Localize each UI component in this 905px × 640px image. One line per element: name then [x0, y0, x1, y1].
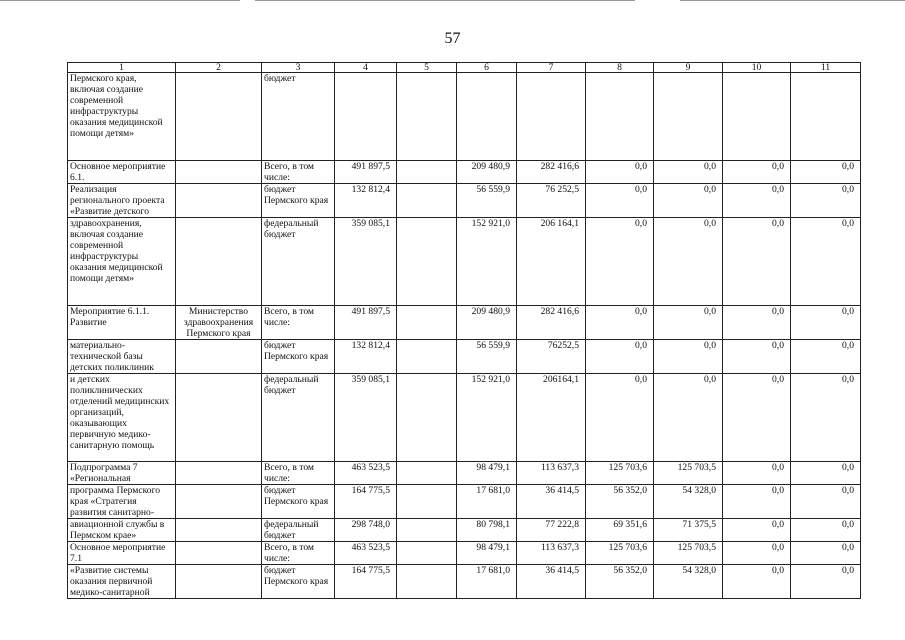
table-cell: 282 416,6	[517, 161, 586, 184]
table-cell: 0,0	[654, 340, 723, 374]
table-row	[68, 161, 861, 184]
table-cell: 0,0	[791, 542, 861, 565]
table-cell: 0,0	[791, 519, 861, 542]
table-cell: 0,0	[791, 565, 861, 599]
table-cell: 0,0	[723, 542, 791, 565]
table-cell: 0,0	[586, 184, 654, 218]
table-cell	[176, 161, 262, 184]
page-number: 57	[444, 30, 461, 47]
table-cell: 0,0	[723, 218, 791, 306]
table-cell	[397, 218, 457, 306]
table-cell: здравоохранения, включая создание современной инфраструктуры оказания медицинской помощи детям»	[68, 218, 176, 306]
table-cell: 0,0	[723, 161, 791, 184]
table-cell: 0,0	[723, 374, 791, 462]
table-cell: 0,0	[723, 485, 791, 519]
table-cell	[176, 462, 262, 485]
col-header: 11	[791, 63, 861, 73]
table-cell: 125 703,6	[586, 462, 654, 485]
table-cell: 132 812,4	[335, 184, 397, 218]
table-cell: 0,0	[586, 161, 654, 184]
table-cell	[176, 374, 262, 462]
table-cell: 125 703,5	[654, 462, 723, 485]
header-row	[68, 63, 861, 73]
table-cell	[397, 161, 457, 184]
table-cell: Министерство здравоохранения Пермского края	[176, 306, 262, 340]
table-cell	[397, 184, 457, 218]
table-cell: 54 328,0	[654, 565, 723, 599]
table-cell: 17 681,0	[457, 485, 517, 519]
col-header: 4	[335, 63, 397, 73]
table-cell: Всего, в том числе:	[262, 462, 335, 485]
table-cell: программа Пермского края «Стратегия развития санитарно-	[68, 485, 176, 519]
table-cell: 491 897,5	[335, 161, 397, 184]
table-cell: 0,0	[791, 462, 861, 485]
table-cell: 76 252,5	[517, 184, 586, 218]
col-header: 6	[457, 63, 517, 73]
table-cell: 0,0	[791, 340, 861, 374]
table-cell	[176, 485, 262, 519]
table-cell: 0,0	[723, 184, 791, 218]
table-cell: 56 559,9	[457, 340, 517, 374]
table-cell: 36 414,5	[517, 485, 586, 519]
table-cell: Основное мероприятие 6.1.	[68, 161, 176, 184]
table-cell: федеральный бюджет	[262, 519, 335, 542]
table-cell: 0,0	[586, 340, 654, 374]
table-cell	[335, 73, 397, 161]
table-row	[68, 73, 861, 161]
table-cell	[397, 485, 457, 519]
table-cell: материально-технической базы детских поликлиник	[68, 340, 176, 374]
table-cell	[176, 340, 262, 374]
table-cell	[457, 73, 517, 161]
table-cell	[397, 306, 457, 340]
table-cell: бюджет Пермского края	[262, 565, 335, 599]
table-cell: 164 775,5	[335, 565, 397, 599]
table-cell: 0,0	[586, 374, 654, 462]
table-cell: 0,0	[791, 485, 861, 519]
table-row	[68, 519, 861, 542]
top-rule-right	[680, 0, 905, 1]
table-cell	[397, 340, 457, 374]
table-row	[68, 306, 861, 340]
table-cell: 125 703,6	[586, 542, 654, 565]
top-rule-left	[0, 0, 240, 1]
table-row	[68, 184, 861, 218]
table-cell: 282 416,6	[517, 306, 586, 340]
table-cell	[397, 374, 457, 462]
table-cell: 164 775,5	[335, 485, 397, 519]
table-row	[68, 340, 861, 374]
table-cell: 0,0	[654, 374, 723, 462]
table-cell: Основное мероприятие 7.1	[68, 542, 176, 565]
table-cell	[176, 542, 262, 565]
table-cell: бюджет Пермского края	[262, 184, 335, 218]
table-cell: Всего, в том числе:	[262, 542, 335, 565]
table-row	[68, 218, 861, 306]
table-cell: 152 921,0	[457, 374, 517, 462]
table-cell: 0,0	[791, 218, 861, 306]
table-cell: и детских поликлинических отделений медицинских организаций, оказывающих первичную медико-санитарную помощь	[68, 374, 176, 462]
col-header: 8	[586, 63, 654, 73]
table-cell: 0,0	[654, 184, 723, 218]
col-header: 3	[262, 63, 335, 73]
table-cell: 463 523,5	[335, 542, 397, 565]
col-header: 1	[68, 63, 176, 73]
table-cell: 463 523,5	[335, 462, 397, 485]
table-body	[68, 73, 861, 599]
table-cell: Всего, в том числе:	[262, 306, 335, 340]
table-cell: 80 798,1	[457, 519, 517, 542]
table-cell: 98 479,1	[457, 542, 517, 565]
table-cell: 0,0	[791, 184, 861, 218]
table-cell	[176, 73, 262, 161]
table-cell: Пермского края, включая создание современной инфраструктуры оказания медицинской помощи детям»	[68, 73, 176, 161]
table-cell: 206164,1	[517, 374, 586, 462]
table-cell: 17 681,0	[457, 565, 517, 599]
col-header: 9	[654, 63, 723, 73]
table-cell: 0,0	[654, 218, 723, 306]
table-cell: 0,0	[791, 306, 861, 340]
table-row	[68, 542, 861, 565]
table-cell: 125 703,5	[654, 542, 723, 565]
table-cell: 56 559,9	[457, 184, 517, 218]
table-cell: 0,0	[723, 519, 791, 542]
table-cell: 56 352,0	[586, 485, 654, 519]
table-cell: 0,0	[723, 462, 791, 485]
table-row	[68, 485, 861, 519]
table-cell: «Развитие системы оказания первичной медико-санитарной	[68, 565, 176, 599]
col-header: 7	[517, 63, 586, 73]
table-cell: бюджет	[262, 73, 335, 161]
table-cell: 76252,5	[517, 340, 586, 374]
table-cell	[397, 73, 457, 161]
table-cell: 0,0	[723, 565, 791, 599]
table-cell: федеральный бюджет	[262, 218, 335, 306]
table-cell: 0,0	[791, 374, 861, 462]
table-cell: 206 164,1	[517, 218, 586, 306]
top-rule-center	[255, 0, 635, 1]
table-cell: 0,0	[654, 306, 723, 340]
table-cell: бюджет Пермского края	[262, 485, 335, 519]
col-header: 5	[397, 63, 457, 73]
table-cell	[176, 565, 262, 599]
table-cell: 113 637,3	[517, 542, 586, 565]
table-cell: Мероприятие 6.1.1. Развитие	[68, 306, 176, 340]
col-header: 10	[723, 63, 791, 73]
table-cell: 0,0	[723, 340, 791, 374]
table-cell: 0,0	[723, 306, 791, 340]
table-cell	[517, 73, 586, 161]
table-cell: 69 351,6	[586, 519, 654, 542]
table-cell	[176, 218, 262, 306]
table-cell	[397, 542, 457, 565]
table-cell: федеральный бюджет	[262, 374, 335, 462]
table-cell: 491 897,5	[335, 306, 397, 340]
table-cell	[397, 462, 457, 485]
table-cell: 359 085,1	[335, 374, 397, 462]
table-cell: 77 222,8	[517, 519, 586, 542]
table-cell: 0,0	[791, 161, 861, 184]
table-cell: 0,0	[586, 218, 654, 306]
table-cell: 36 414,5	[517, 565, 586, 599]
table-cell: 113 637,3	[517, 462, 586, 485]
table-cell	[723, 73, 791, 161]
table-cell	[397, 519, 457, 542]
table-cell	[176, 519, 262, 542]
table-cell	[586, 73, 654, 161]
table-cell: 209 480,9	[457, 306, 517, 340]
table-row	[68, 565, 861, 599]
table-cell: 0,0	[586, 306, 654, 340]
table-cell: 359 085,1	[335, 218, 397, 306]
budget-table	[67, 62, 861, 599]
table-cell: 298 748,0	[335, 519, 397, 542]
table-cell: 132 812,4	[335, 340, 397, 374]
table-cell: 209 480,9	[457, 161, 517, 184]
table-cell: авиационной службы в Пермском крае»	[68, 519, 176, 542]
table-cell: 0,0	[654, 161, 723, 184]
table-cell	[397, 565, 457, 599]
table-cell	[176, 184, 262, 218]
table-cell: 56 352,0	[586, 565, 654, 599]
table-cell: 152 921,0	[457, 218, 517, 306]
col-header: 2	[176, 63, 262, 73]
table-row	[68, 374, 861, 462]
table-cell: Всего, в том числе:	[262, 161, 335, 184]
table-cell: 71 375,5	[654, 519, 723, 542]
table-cell: Реализация регионального проекта «Развитие детского	[68, 184, 176, 218]
table-cell	[654, 73, 723, 161]
table-cell: бюджет Пермского края	[262, 340, 335, 374]
table-cell: 98 479,1	[457, 462, 517, 485]
table-cell: 54 328,0	[654, 485, 723, 519]
table-cell	[791, 73, 861, 161]
table-row	[68, 462, 861, 485]
table-cell: Подпрограмма 7 «Региональная	[68, 462, 176, 485]
